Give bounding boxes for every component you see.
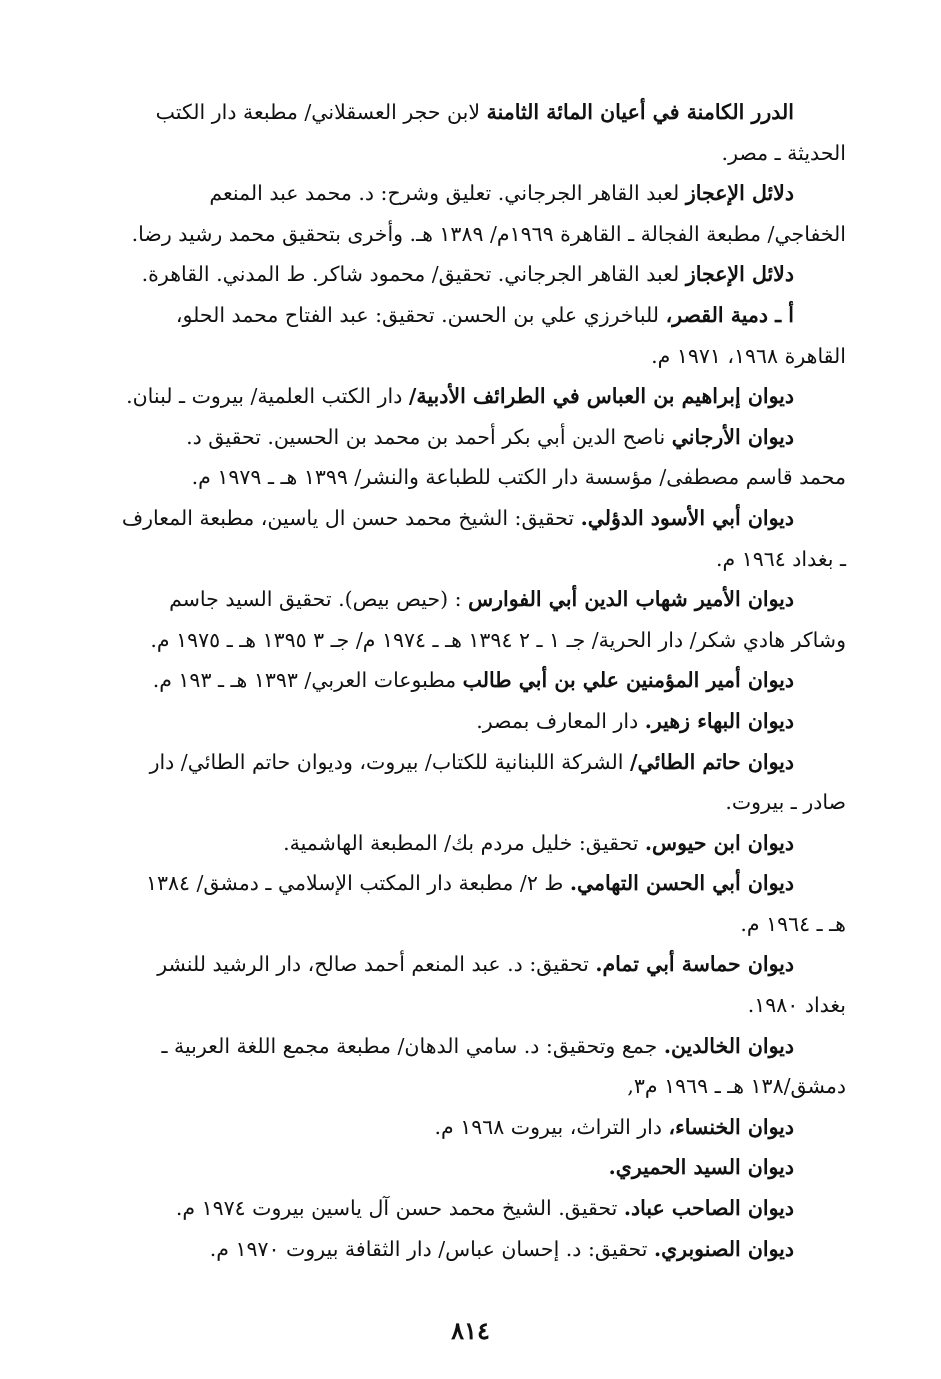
bibliography-entry xyxy=(78,92,846,173)
entry-title: ديوان أمير المؤمنين علي بن أبي طالب xyxy=(462,668,794,693)
entry-continuation: القاهرة ١٩٦٨، ١٩٧١ م. xyxy=(651,343,846,368)
entry-title: دلائل الإعجاز xyxy=(685,262,794,287)
bibliography-entry xyxy=(78,173,846,254)
entry-continuation: هـ ـ ١٩٦٤ م. xyxy=(740,911,846,936)
bibliography-entry xyxy=(78,498,846,579)
entry-details: : (حيص بيص). تحقيق السيد جاسم xyxy=(169,587,469,612)
entry-continuation: ـ بغداد ١٩٦٤ م. xyxy=(716,546,846,571)
page-number: ٨١٤ xyxy=(451,1316,490,1345)
entry-title: ديوان ابن حيوس. xyxy=(644,830,794,855)
entry-details: ط ٢/ مطبعة دار المكتب الإسلامي ـ دمشق/ ١٣٨٤ xyxy=(145,871,570,896)
entry-details: ناصح الدين أبي بكر أحمد بن محمد بن الحسين. تحقيق د. xyxy=(186,424,672,449)
entry-details: تحقيق: الشيخ محمد حسن ال ياسين، مطبعة المعارف xyxy=(121,505,581,530)
entry-title: دلائل الإعجاز xyxy=(685,181,794,206)
bibliography-entry xyxy=(78,660,846,701)
entry-continuation: محمد قاسم مصطفى/ مؤسسة دار الكتب للطباعة والنشر/ ١٣٩٩ هـ ـ ١٩٧٩ م. xyxy=(191,465,846,490)
entry-continuation: دمشق/١٣٨ هـ ـ ١٩٦٩ م٣, xyxy=(627,1074,846,1099)
entry-details: تحقيق: د. عبد المنعم أحمد صالح، دار الرشيد للنشر xyxy=(157,952,596,977)
bibliography-list xyxy=(78,92,846,1269)
entry-title: ديوان أبي الأسود الدؤلي. xyxy=(580,505,794,530)
entry-continuation: بغداد ١٩٨٠. xyxy=(747,993,846,1018)
entry-title: ديوان الأمير شهاب الدين أبي الفوارس xyxy=(468,587,794,612)
entry-continuation: الخفاجي/ مطبعة الفجالة ـ القاهرة ١٩٦٩م/ ١٣٨٩ هـ. وأخرى بتحقيق محمد رشيد رضا. xyxy=(131,221,846,246)
bibliography-entry xyxy=(78,1188,846,1229)
entry-details: الشركة اللبنانية للكتاب/ بيروت، وديوان حاتم الطائي/ دار xyxy=(149,749,630,774)
entry-details: لعبد القاهر الجرجاني. تحقيق/ محمود شاكر. ط المدني. القاهرة. xyxy=(141,262,686,287)
bibliography-entry xyxy=(78,579,846,660)
bibliography-entry xyxy=(78,742,846,823)
bibliography-entry xyxy=(78,823,846,864)
entry-details: دار الكتب العلمية/ بيروت ـ لبنان. xyxy=(126,384,409,409)
entry-title: ديوان الأرجاني xyxy=(671,424,794,449)
bibliography-entry xyxy=(78,863,846,944)
entry-details: مطبوعات العربي/ ١٣٩٣ هـ ـ ١٩٣ م. xyxy=(152,668,463,693)
entry-details: دار التراث، بيروت ١٩٦٨ م. xyxy=(434,1114,669,1139)
entry-title: ديوان إبراهيم بن العباس في الطرائف الأدبية/ xyxy=(408,384,794,409)
bibliography-entry xyxy=(78,254,846,295)
entry-title: ديوان الصنوبري. xyxy=(653,1236,794,1261)
entry-title: ديوان الصاحب عباد. xyxy=(623,1196,794,1221)
bibliography-entry xyxy=(78,1229,846,1270)
entry-title: ديوان حماسة أبي تمام. xyxy=(595,952,794,977)
bibliography-entry xyxy=(78,417,846,498)
entry-details: للباخرزي علي بن الحسن. تحقيق: عبد الفتاح محمد الحلو، xyxy=(175,302,666,327)
entry-title: الدرر الكامنة في أعيان المائة الثامنة xyxy=(486,100,794,124)
entry-title: ديوان الخنساء، xyxy=(668,1114,794,1139)
bibliography-entry xyxy=(78,701,846,742)
entry-title: ديوان الخالدين. xyxy=(663,1033,794,1058)
entry-continuation: صادر ـ بيروت. xyxy=(725,790,846,815)
bibliography-entry xyxy=(78,1107,846,1148)
entry-details: تحقيق: خليل مردم بك/ المطبعة الهاشمية. xyxy=(283,830,645,855)
bibliography-entry xyxy=(78,944,846,1025)
entry-title: ديوان السيد الحميري. xyxy=(608,1155,794,1180)
entry-title: ديوان حاتم الطائي/ xyxy=(630,749,794,774)
entry-continuation: وشاكر هادي شكر/ دار الحرية/ جـ ١ ـ ٢ ١٣٩٤ هـ ـ ١٩٧٤ م/ جـ ٣ ١٣٩٥ هـ ـ ١٩٧٥ م. xyxy=(150,627,846,652)
entry-details: دار المعارف بمصر. xyxy=(476,708,645,733)
bibliography-entry xyxy=(78,376,846,417)
entry-title: ديوان البهاء زهير. xyxy=(644,708,794,733)
entry-title: أ ـ دمية القصر، xyxy=(665,302,794,327)
bibliography-entry xyxy=(78,1026,846,1107)
entry-details: تحقيق. الشيخ محمد حسن آل ياسين بيروت ١٩٧٤ م. xyxy=(175,1196,624,1221)
entry-details: لابن حجر العسقلاني/ مطبعة دار الكتب xyxy=(155,100,487,124)
entry-continuation: الحديثة ـ مصر. xyxy=(721,140,846,165)
bibliography-entry xyxy=(78,295,846,376)
entry-details: جمع وتحقيق: د. سامي الدهان/ مطبعة مجمع اللغة العربية ـ xyxy=(161,1033,664,1058)
entry-details: تحقيق: د. إحسان عباس/ دار الثقافة بيروت ١٩٧٠ م. xyxy=(209,1236,654,1261)
entry-details: لعبد القاهر الجرجاني. تعليق وشرح: د. محمد عبد المنعم xyxy=(209,181,686,206)
bibliography-entry xyxy=(78,1147,846,1188)
entry-title: ديوان أبي الحسن التهامي. xyxy=(569,871,794,896)
